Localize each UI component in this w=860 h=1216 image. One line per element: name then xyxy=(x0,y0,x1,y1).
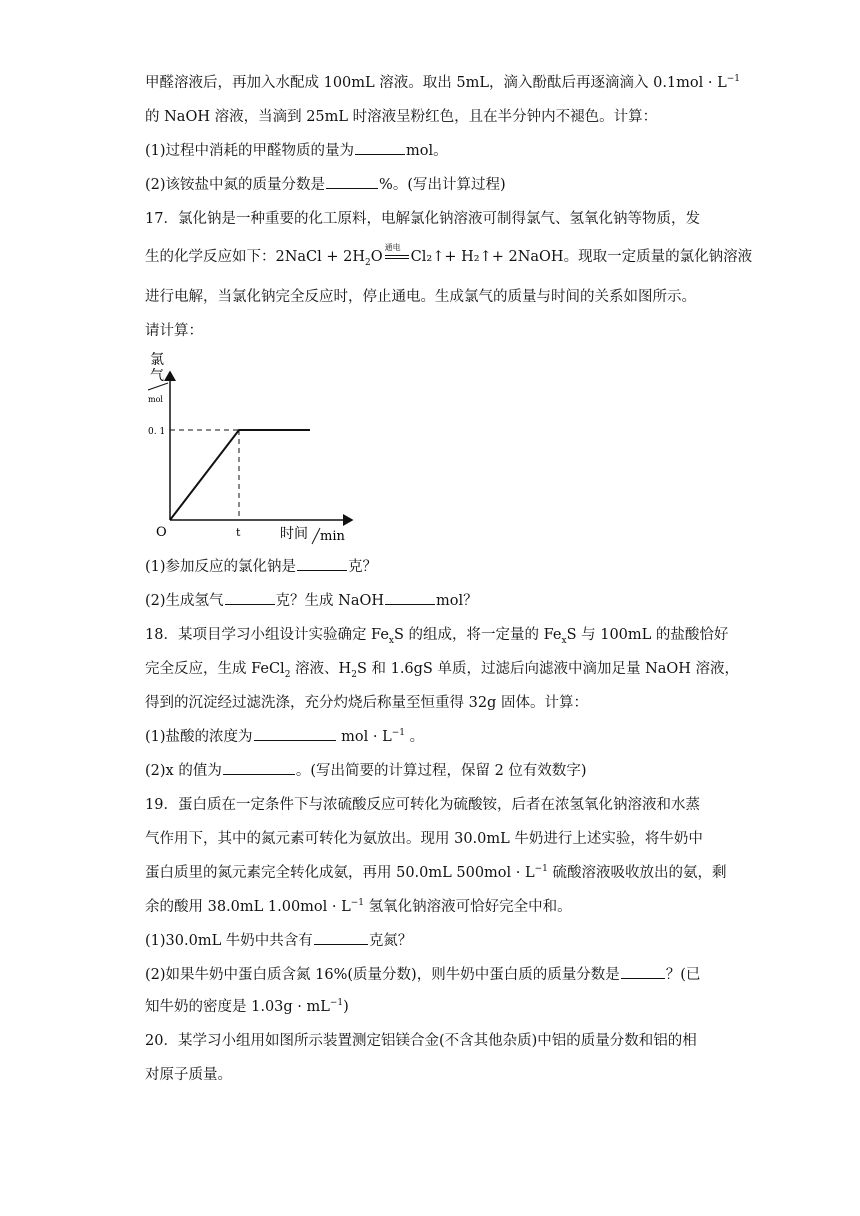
q19-sub-2: (2)如果牛奶中蛋白质含氮 16%(质量分数)，则牛奶中蛋白质的质量分数是 ？(已 xyxy=(145,964,700,986)
reaction-condition: 通电 xyxy=(383,246,411,268)
y-unit-divider xyxy=(148,383,168,390)
q20-line-1: 20．某学习小组用如图所示装置测定铝镁合金(不含其他杂质)中铝的质量分数和铝的相 xyxy=(145,1033,697,1049)
x-unit-divider xyxy=(312,528,320,544)
y-axis-label-top: 氯 xyxy=(150,352,164,368)
q19-line-4: 余的酸用 38.0mL $1.00mol \cdot L^{-1}$ 氢氧化钠溶液可恰好完全中和。 xyxy=(145,898,572,915)
y-axis-label-mid: 气 xyxy=(150,368,164,384)
chlorine-time-graph xyxy=(142,350,362,550)
q17-sub-2: (2)生成氢气 克？生成 NaOH mol？ xyxy=(145,590,478,612)
answer-blank xyxy=(621,964,665,979)
q17-sub-1: (1)参加反应的氯化钠是 克？ xyxy=(145,556,377,578)
q18-line-3: 得到的沉淀经过滤洗涤，充分灼烧后称量至恒重得 32g 固体。计算： xyxy=(145,695,588,711)
q16-line-1: 甲醛溶液后，再加入水配成 100mL 溶液。取出 5mL，滴入酚酞后再逐滴滴入 $0.1mol \cdot L^{-1}$ xyxy=(145,74,741,91)
answer-blank xyxy=(385,590,435,605)
q19-sub-1: (1)30.0mL 牛奶中共含有 克氮？ xyxy=(145,930,412,952)
q18-line-2: 完全反应，生成 FeCl$_2$ 溶液、$H_2S$ 和 1.6gS 单质，过滤后向滤液中滴加足量 NaOH 溶液， xyxy=(145,661,740,680)
q19-line-1: 19．蛋白质在一定条件下与浓硫酸反应可转化为硫酸铵，后者在浓氢氧化钠溶液和水蒸 xyxy=(145,797,700,813)
q17-line-3: 进行电解，当氯化钠完全反应时，停止通电。生成氯气的质量与时间的关系如图所示。 xyxy=(145,289,696,305)
q18-line-1: 18．某项目学习小组设计实验确定 $Fe_xS$ 的组成，将一定量的 $Fe_xS$ 与 100mL 的盐酸恰好 xyxy=(145,627,729,646)
q16-sub-2: (2)该铵盐中氮的质量分数是 %。(写出计算过程) xyxy=(145,174,506,196)
answer-blank xyxy=(355,140,405,155)
answer-blank xyxy=(314,930,368,945)
q18-sub-2: (2)x 的值为 。(写出简要的计算过程，保留 2 位有效数字) xyxy=(145,760,587,782)
origin-label: O xyxy=(156,525,167,540)
q19-line-2: 气作用下，其中的氮元素可转化为氨放出。现用 30.0mL 牛奶进行上述实验，将牛奶中 xyxy=(145,831,703,847)
q19-sub-2-cont: 知牛奶的密度是 $1.03g \cdot mL^{-1}$) xyxy=(145,998,349,1015)
q17-line-1: 17．氯化钠是一种重要的化工原料，电解氯化钠溶液可制得氯气、氢氧化钠等物质，发 xyxy=(145,211,700,227)
q18-sub-1: (1)盐酸的浓度为 mol · $L^{-1}$ 。 xyxy=(145,726,424,748)
answer-blank xyxy=(326,174,378,189)
x-tick-label: t xyxy=(236,526,241,539)
q17-line-4: 请计算： xyxy=(145,323,203,339)
q17-line-2: 生的化学反应如下：2NaCl + $2H_2O$ 通电 Cl₂↑+ H₂↑+ 2NaOH。现取一定质量的氯化钠溶液 xyxy=(145,243,753,268)
q20-line-2: 对原子质量。 xyxy=(145,1067,232,1083)
answer-blank xyxy=(254,726,336,741)
y-tick-label: 0. 1 xyxy=(148,427,166,437)
series-line xyxy=(170,430,310,520)
y-axis-unit: mol xyxy=(148,395,163,404)
x-axis-unit: min xyxy=(320,529,345,544)
x-axis-label: 时间 xyxy=(280,526,308,542)
q16-line-2: 的 NaOH 溶液，当滴到 25mL 时溶液呈粉红色，且在半分钟内不褪色。计算： xyxy=(145,109,658,125)
answer-blank xyxy=(225,590,275,605)
q19-line-3: 蛋白质里的氮元素完全转化成氨，再用 50.0mL $500mol \cdot L^{-1}$ 硫酸溶液吸收放出的氨，剩 xyxy=(145,864,727,881)
answer-blank xyxy=(297,556,347,571)
q16-sub-1: (1)过程中消耗的甲醛物质的量为 mol。 xyxy=(145,140,448,162)
answer-blank xyxy=(223,760,295,775)
